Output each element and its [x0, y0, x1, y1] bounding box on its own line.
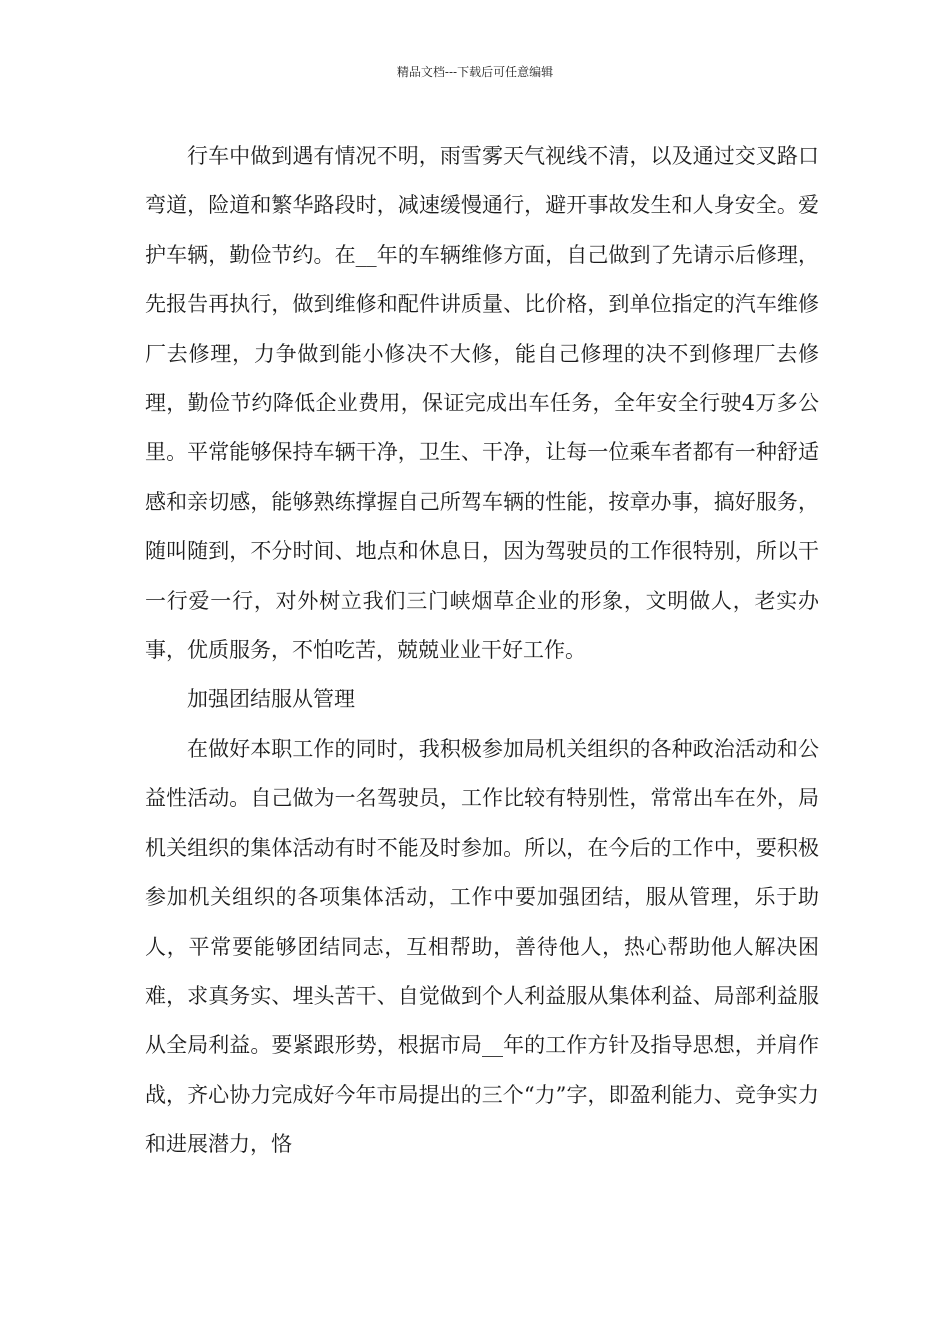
paragraph-unity-management: 在做好本职工作的同时，我积极参加局机关组织的各种政治活动和公益性活动。自己做为一名驾驶员，工作比较有特别性，常常出车在外，局机关组织的集体活动有时不能及时参加。所以，在今后的工作中，要积极参加机关组织的各项集体活动，工作中要加强团结，服从管理，乐于助人，平常要能够团结同志，互相帮助，善待他人，热心帮助他人解决困难，求真务实、埋头苦干、自觉做到个人利益服从集体利益、局部利益服从全局利益。要紧跟形势，根据市局__年的工作方针及指导思想，并肩作战，齐心协力完成好今年市局提出的三个“力”字，即盈利能力、竞争实力和进展潜力，恪	[145, 736, 819, 1157]
paragraph-driving-safety: 行车中做到遇有情况不明，雨雪雾天气视线不清，以及通过交叉路口弯道，险道和繁华路段时，减速缓慢通行，避开事故发生和人身安全。爱护车辆，勤俭节约。在__年的车辆维修方面，自己做到了先请示后修理，先报告再执行，做到维修和配件讲质量、比价格，到单位指定的汽车维修厂去修理，力争做到能小修决不大修，能自己修理的决不到修理厂去修理，勤俭节约降低企业费用，保证完成出车任务，全年安全行驶4万多公里。平常能够保持车辆干净，卫生、干净，让每一位乘车者都有一种舒适感和亲切感，能够熟练撑握自己所驾车辆的性能，按章办事，搞好服务，随叫随到，不分时间、地点和休息日，因为驾驶员的工作很特别，所以干一行爱一行，对外树立我们三门峡烟草企业的形象，文明做人，老实办事，优质服务，不怕吃苦，兢兢业业干好工作。	[145, 144, 819, 663]
document-body	[145, 132, 819, 1170]
page-header: 精品文档---下载后可任意编辑	[396, 65, 554, 79]
section-heading-unity: 加强团结服从管理	[187, 687, 355, 712]
